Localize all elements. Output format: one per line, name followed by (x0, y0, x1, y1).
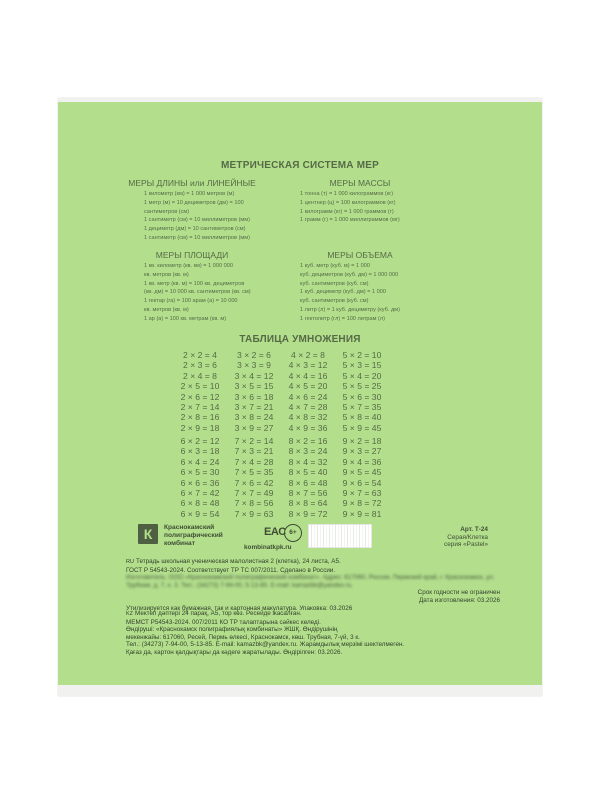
info-line: Тетрадь школьная ученическая малолистная 2 (клетка), 24 листа, А5. (135, 558, 341, 565)
manufacturer-website: kombinatkpk.ru (244, 544, 292, 551)
mult-row: 6 × 9 = 54 (180, 508, 220, 519)
mult-row: 3 × 6 = 18 (234, 391, 274, 402)
manufacturer-logo: К (138, 524, 158, 544)
product-series: серия «Pastel» (444, 541, 488, 549)
mult-row: 6 × 3 = 18 (180, 446, 220, 457)
mult-row: 9 × 3 = 27 (342, 446, 382, 457)
article-block (444, 526, 488, 549)
mult-row: 9 × 9 = 81 (342, 508, 382, 519)
ru-mark: RU (126, 559, 134, 565)
mult-row: 5 × 9 = 45 (342, 422, 382, 433)
mass-line: 1 грамм (г) = 1 000 миллиграммов (мг) (300, 217, 400, 224)
length-line: 1 метр (м) = 10 дециметров (дм) = 100 (144, 199, 244, 206)
mult-row: 8 × 5 = 40 (288, 467, 328, 478)
mass-line: 1 тонна (т) = 1 000 килограммов (кг) (300, 191, 394, 197)
russian-product-info (126, 558, 500, 612)
mult-row: 6 × 4 = 24 (180, 456, 220, 467)
mult-row: 8 × 3 = 24 (288, 446, 328, 457)
mult-row: 2 × 7 = 14 (180, 402, 220, 413)
mult-column (279, 436, 337, 519)
mult-row: 2 × 3 = 6 (183, 360, 217, 371)
mult-row: 6 × 8 = 48 (180, 498, 220, 509)
area-line: 1 ар (а) = 100 кв. метрам (кв. м) (144, 315, 227, 322)
mult-row: 4 × 5 = 20 (288, 381, 328, 392)
mult-row: 2 × 4 = 8 (183, 370, 217, 381)
mult-row: 8 × 8 = 64 (288, 498, 328, 509)
mult-column (171, 350, 229, 433)
mult-row: 8 × 9 = 72 (288, 508, 328, 519)
area-line: 1 гектар (га) = 100 арам (а) = 10 000 (144, 298, 238, 305)
length-line: 1 дециметр (дм) = 10 сантиметров (см) (144, 226, 246, 233)
mult-row: 7 × 7 = 49 (234, 488, 274, 499)
barcode (308, 524, 372, 548)
expiry-text: Срок годности не ограничен (417, 589, 500, 597)
mult-row: 7 × 6 = 42 (234, 477, 274, 488)
age-rating-badge: 6+ (284, 524, 302, 542)
length-line: сантиметров (см) (144, 208, 190, 215)
mult-row: 2 × 5 = 10 (180, 381, 220, 392)
article-number: Арт. Т-24 (460, 526, 488, 533)
mult-row: 4 × 2 = 8 (291, 350, 325, 360)
mult-row: 9 × 6 = 54 (342, 477, 382, 488)
mult-row: 3 × 9 = 27 (234, 422, 274, 433)
volume-line: 1 куб. дециметр (куб. дм) = 1 000 (300, 289, 386, 296)
mult-row: 8 × 2 = 16 (288, 436, 328, 446)
mult-row: 7 × 8 = 56 (234, 498, 274, 509)
eac-mark: EAC (264, 526, 286, 538)
mult-row: 4 × 4 = 16 (288, 370, 328, 381)
info-line: МЕМСТ Р54543-2024. 007/2011 КО ТР талаптарына сәйкес келеді. (126, 618, 321, 626)
mult-row: 4 × 9 = 36 (288, 422, 328, 433)
mult-column (225, 350, 283, 433)
manufacturer-name-line: комбинат (164, 539, 195, 547)
mult-row: 8 × 7 = 56 (288, 488, 328, 499)
mult-row: 9 × 5 = 45 (342, 467, 382, 478)
length-line: 1 километр (км) = 1 000 метров (м) (144, 191, 235, 197)
volume-line: 1 литр (л) = 1 куб. дециметру (куб. дм) (300, 306, 400, 313)
mult-row: 7 × 5 = 35 (234, 467, 274, 478)
volume-line: куб. сантиметров (куб. см) (300, 298, 369, 305)
mult-column (225, 436, 283, 519)
mult-row: 9 × 8 = 72 (342, 498, 382, 509)
notebook (58, 98, 542, 696)
blurred-manufacturer-info: Изготовитель: ООО «Краснокамский полиграфический комбинат». Адрес: 617060, Россия, Пермский край, г. Краснокамск, ул. Трубная, д. 7, к. 3. Тел.: (34273) 7-94-00, 5-13-85. E-mail: kamazbk@yandex.ru. (126, 574, 495, 589)
mult-row: 6 × 6 = 36 (180, 477, 220, 488)
mult-row: 8 × 4 = 32 (288, 456, 328, 467)
mult-row: 5 × 4 = 20 (342, 370, 382, 381)
mult-row: 2 × 8 = 16 (180, 412, 220, 423)
area-list (144, 262, 251, 324)
product-variant: Серая/Клетка (447, 533, 488, 541)
mass-heading: МЕРЫ МАССЫ (329, 178, 391, 188)
volume-line: куб. дециметров (куб. дм) = 1 000 000 (300, 271, 399, 278)
mult-row: 5 × 3 = 15 (342, 360, 382, 371)
mult-row: 7 × 3 = 21 (234, 446, 274, 457)
mult-row: 3 × 2 = 6 (237, 350, 271, 360)
mult-row: 5 × 8 = 40 (342, 412, 382, 423)
kazakh-product-info (126, 610, 500, 657)
volume-line: 1 гектолитр (гл) = 100 литрам (л) (300, 315, 386, 322)
length-line: 1 сантиметр (см) = 10 миллиметров (мм) (144, 234, 250, 241)
mult-row: 2 × 2 = 4 (183, 350, 217, 360)
mult-row: 4 × 6 = 24 (288, 391, 328, 402)
metric-system-title: МЕТРИЧЕСКАЯ СИСТЕМА МЕР (221, 160, 379, 171)
mult-row: 5 × 5 = 25 (342, 381, 382, 392)
mult-row: 8 × 6 = 48 (288, 477, 328, 488)
mult-row: 2 × 6 = 12 (180, 391, 220, 402)
info-line: Қағаз да, картон қалдықтары да кәдеге жаратылады. Өндірілген: 03.2026. (126, 648, 343, 656)
volume-line: 1 куб. метр (куб. м) = 1 000 (300, 263, 370, 269)
area-line: 1 кв. километр (кв. км) = 1 000 000 (144, 263, 234, 269)
length-list (144, 190, 250, 243)
recycle-text: Утилизируется как бумажная, так и картонная макулатура. Упаковка: 03.2026 (126, 604, 353, 612)
info-line: Өндіруші: «Краснокамск полиграфиялық комбинаты» ЖШҚ. Өндірушінің (126, 626, 338, 634)
kz-mark: KZ (126, 611, 134, 617)
mult-row: 3 × 8 = 24 (234, 412, 274, 423)
mult-row: 3 × 7 = 21 (234, 402, 274, 413)
mult-row: 2 × 9 = 18 (180, 422, 220, 433)
manufacturer-name-line: полиграфический (164, 531, 223, 539)
mult-row: 4 × 7 = 28 (288, 402, 328, 413)
mult-row: 5 × 2 = 10 (342, 350, 382, 360)
area-heading: МЕРЫ ПЛОЩАДИ (155, 250, 229, 260)
mult-row: 3 × 4 = 12 (234, 370, 274, 381)
mult-row: 9 × 4 = 36 (342, 456, 382, 467)
info-line: мекенжайы: 617060, Ресей, Пермь өлкесі, Краснокамск, көш. Трубная, 7-үй, 3 к. (126, 633, 360, 641)
length-heading: МЕРЫ ДЛИНЫ или ЛИНЕЙНЫЕ (128, 178, 256, 188)
mult-row: 3 × 3 = 9 (237, 360, 271, 371)
mult-column (333, 436, 391, 519)
multiplication-title: ТАБЛИЦА УМНОЖЕНИЯ (239, 334, 361, 345)
manufacturer-name (164, 524, 223, 547)
notebook-cover (58, 102, 542, 685)
area-line: 1 кв. метр (кв. м) = 100 кв. дециметров (144, 280, 245, 287)
mass-line: 1 килограмм (кг) = 1 000 граммов (г) (300, 208, 394, 215)
info-line: Тел.: (34273) 7-94-00, 5-13-85. E-mail: kamazbk@yandex.ru. Жарамдылық мерзімі шектелмеген. (126, 641, 405, 649)
mult-row: 4 × 8 = 32 (288, 412, 328, 423)
volume-heading: МЕРЫ ОБЪЕМА (327, 250, 393, 260)
area-line: кв. метров (кв. м) (144, 271, 189, 278)
production-date: Дата изготовления: 03.2026 (419, 596, 500, 604)
manufacturer-name-line: Краснокамский (164, 524, 215, 531)
mult-row: 7 × 4 = 28 (234, 456, 274, 467)
mult-row: 9 × 7 = 63 (342, 488, 382, 499)
mult-column (333, 350, 391, 433)
mass-list (300, 190, 400, 225)
area-line: кв. метров (кв. м) (144, 306, 189, 313)
mult-row: 6 × 5 = 30 (180, 467, 220, 478)
mult-row: 9 × 2 = 18 (342, 436, 382, 446)
mult-column (279, 350, 337, 433)
mult-row: 6 × 2 = 12 (180, 436, 220, 446)
mult-row: 7 × 9 = 63 (234, 508, 274, 519)
mult-row: 7 × 2 = 14 (234, 436, 274, 446)
mult-row: 3 × 5 = 15 (234, 381, 274, 392)
info-line: Мектеп дәптері 24 парақ, А5, тор көз. Ресейде жасалған. (135, 610, 302, 617)
info-line: ГОСТ Р 54543-2024. Соответствует ТР ТС 007/2011. Сделано в России. (126, 566, 336, 574)
area-line: (кв. дм) = 10 000 кв. сантиметров (кв. см) (144, 289, 251, 296)
length-line: 1 сантиметр (см) = 10 миллиметров (мм) (144, 217, 250, 224)
mult-row: 4 × 3 = 12 (288, 360, 328, 371)
mult-row: 5 × 7 = 35 (342, 402, 382, 413)
volume-line: куб. сантиметров (куб. см) (300, 280, 369, 287)
mult-column (171, 436, 229, 519)
mult-row: 5 × 6 = 30 (342, 391, 382, 402)
volume-list (300, 262, 400, 324)
mult-row: 6 × 7 = 42 (180, 488, 220, 499)
mass-line: 1 центнер (ц) = 100 килограммов (кг) (300, 199, 396, 206)
